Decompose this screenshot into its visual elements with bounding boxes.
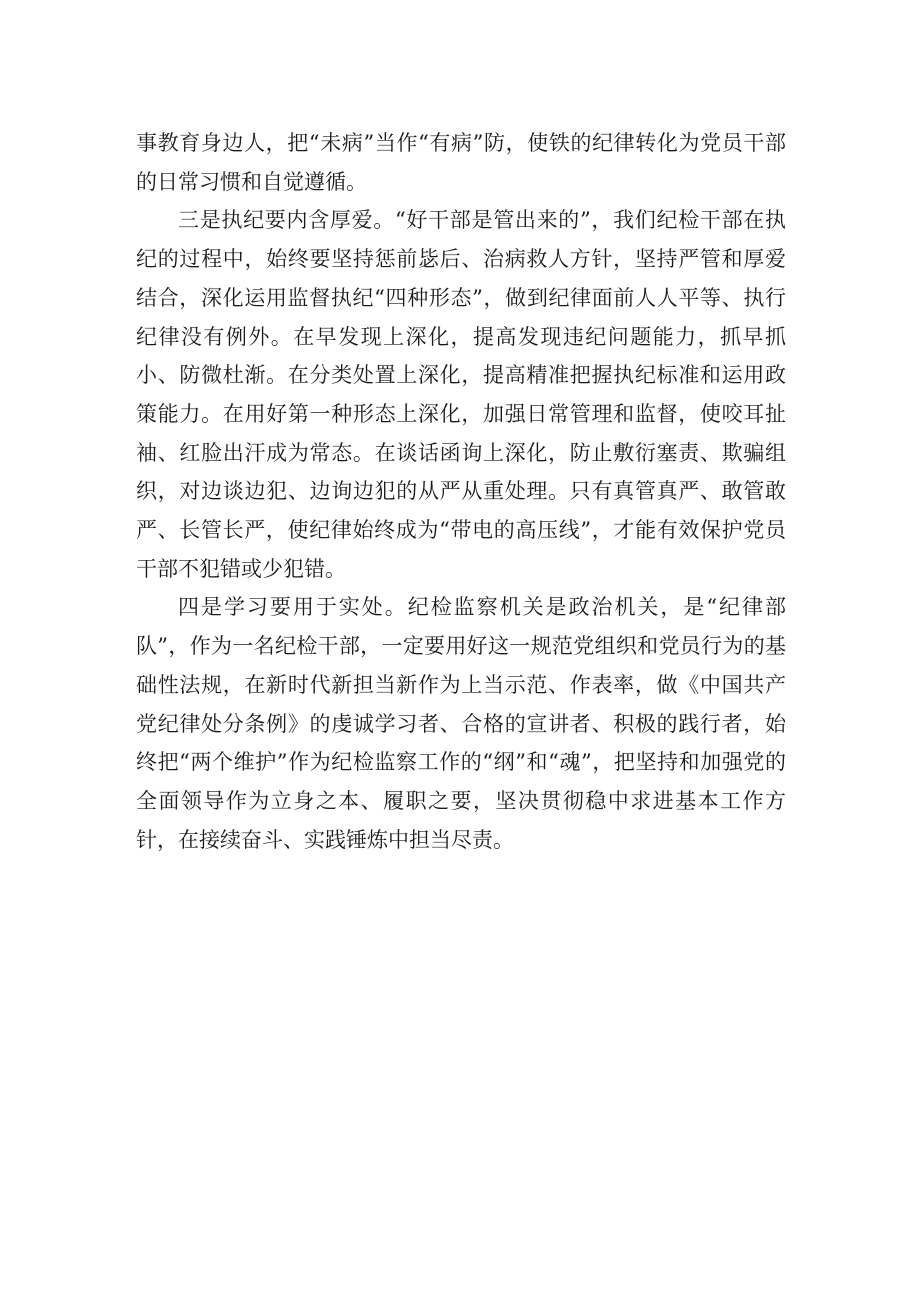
document-body (136, 124, 786, 859)
paragraph-2: 三是执纪要内含厚爱。“好干部是管出来的”，我们纪检干部在执纪的过程中，始终要坚持惩前毖后、治病救人方针，坚持严管和厚爱结合，深化运用监督执纪“四种形态”，做到纪律面前人人平等、执行纪律没有例外。在早发现上深化，提高发现违纪问题能力，抓早抓小、防微杜渐。在分类处置上深化，提高精准把握执纪标准和运用政策能力。在用好第一种形态上深化，加强日常管理和监督，使咬耳扯袖、红脸出汗成为常态。在谈话函询上深化，防止敷衍塞责、欺骗组织，对边谈边犯、边询边犯的从严从重处理。只有真管真严、敢管敢严、长管长严，使纪律始终成为“带电的高压线”，才能有效保护党员干部不犯错或少犯错。 (136, 208, 786, 581)
paragraph-1: 事教育身边人，把“未病”当作“有病”防，使铁的纪律转化为党员干部的日常习惯和自觉遵循。 (136, 131, 786, 194)
paragraph-3: 四是学习要用于实处。纪检监察机关是政治机关，是“纪律部队”，作为一名纪检干部，一定要用好这一规范党组织和党员行为的基础性法规，在新时代新担当新作为上当示范、作表率，做《中国共产党纪律处分条例》的虔诚学习者、合格的宣讲者、积极的践行者，始终把“两个维护”作为纪检监察工作的“纲”和“魂”，把坚持和加强党的全面领导作为立身之本、履职之要，坚决贯彻稳中求进基本工作方针，在接续奋斗、实践锤炼中担当尽责。 (136, 595, 786, 852)
